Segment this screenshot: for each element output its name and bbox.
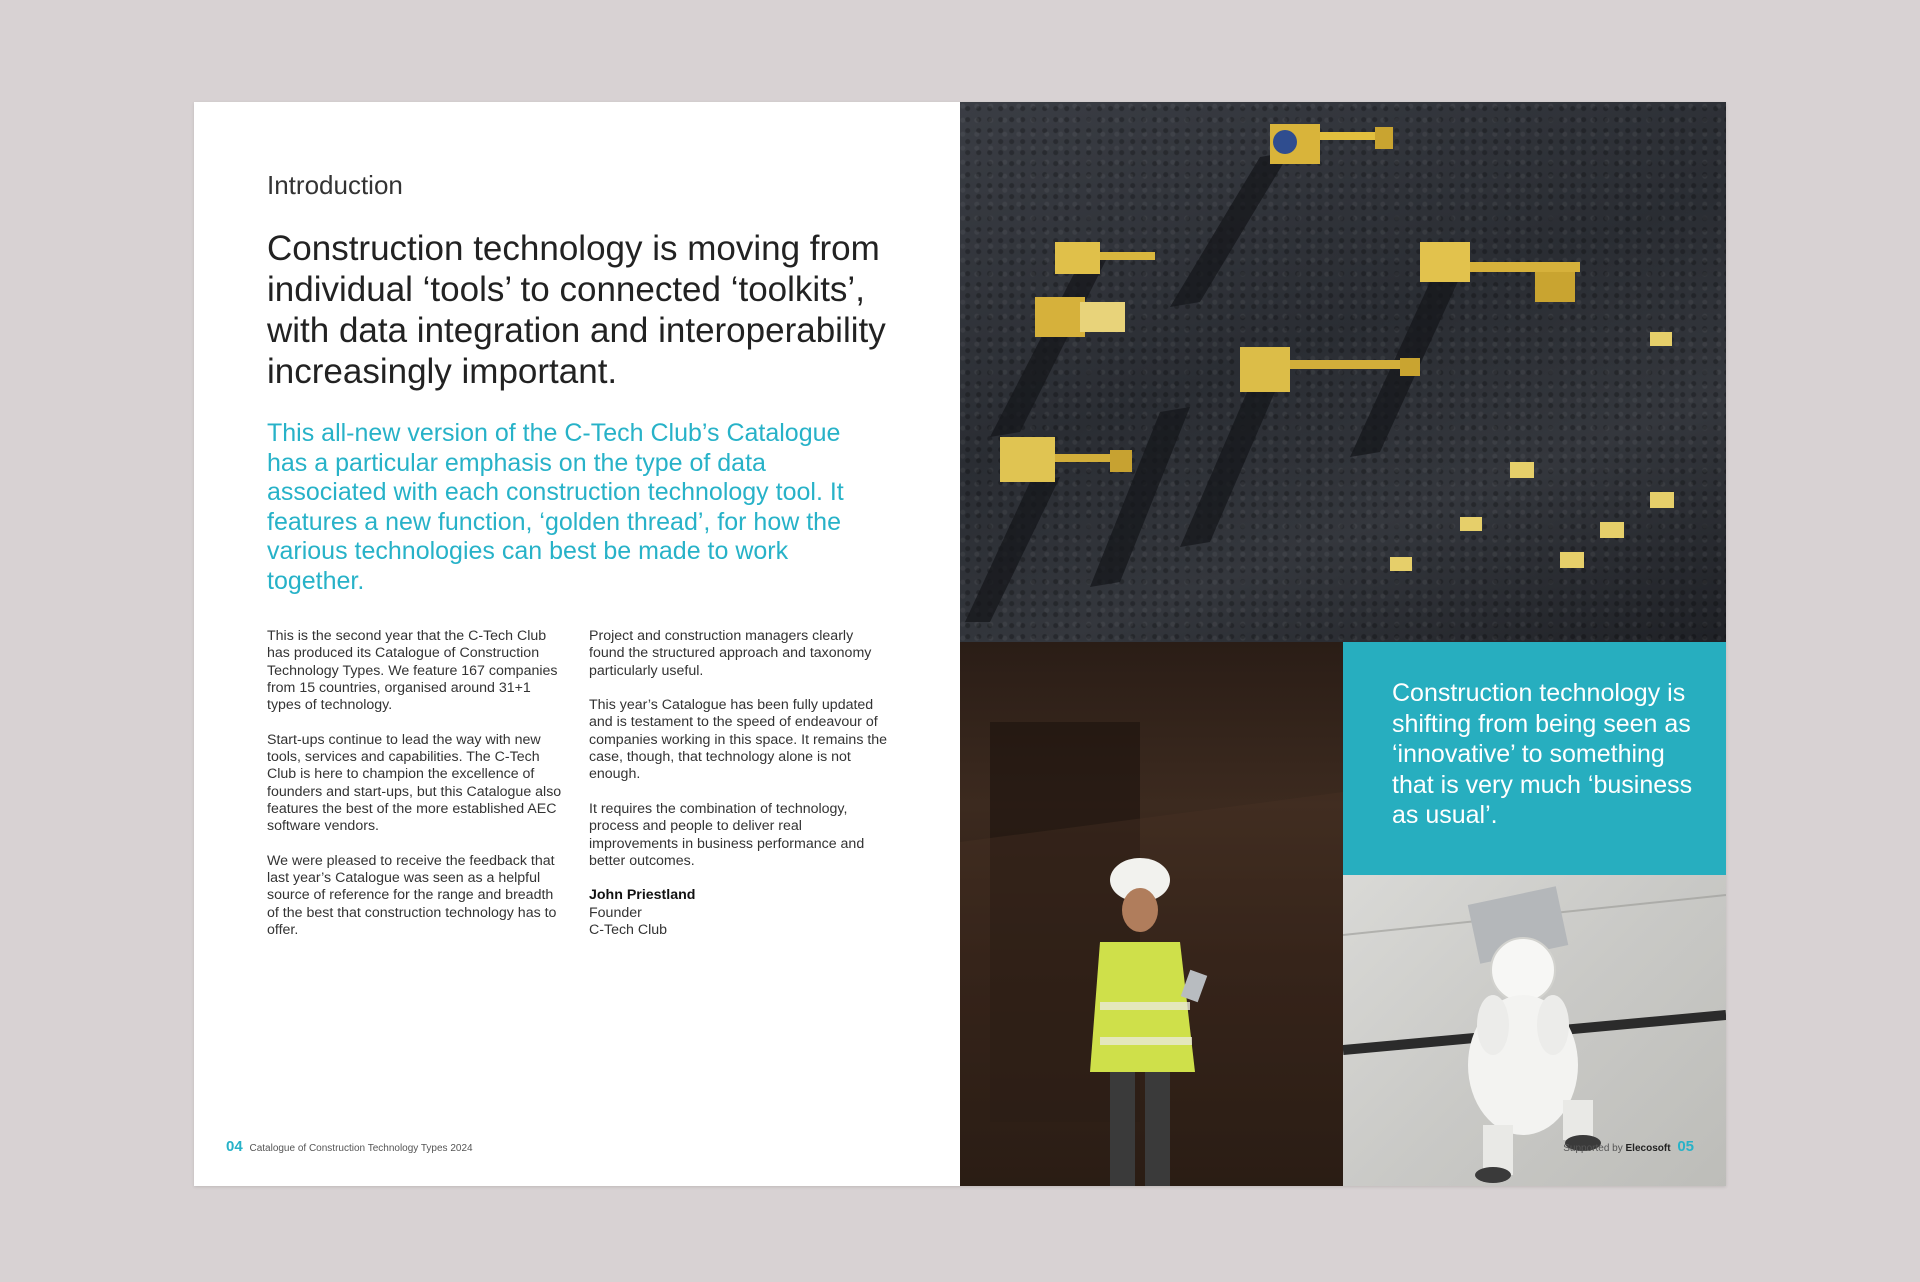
standfirst: This all-new version of the C-Tech Club’s Catalogue has a particular emphasis on the type of data associated with each construction technology tool. It features a new function, ‘golden thread’, for how the various technologies can best be made to work together. — [267, 419, 844, 595]
paragraph: Start-ups continue to lead the way with new tools, services and capabilities. The C-Tech Club is here to champion the excellence of founders and start-ups, but this Catalogue also features the best of the more established AEC software vendors. — [267, 731, 562, 835]
paragraph: We were pleased to receive the feedback that last year’s Catalogue was seen as a helpful source of reference for the range and breadth of the best that construction technology has to offer. — [267, 852, 557, 939]
footer-left — [226, 1138, 473, 1155]
section-label: Introduction — [267, 170, 403, 200]
pull-quote-box — [1343, 642, 1726, 875]
magazine-spread — [194, 102, 1726, 1186]
paragraph: It requires the combination of technology, process and people to deliver real improvements in business performance and better outcomes. — [589, 800, 865, 869]
signature-block — [589, 887, 889, 939]
paragraph: Project and construction managers clearly found the structured approach and taxonomy particularly useful. — [589, 628, 872, 679]
sponsor-brand: Elecosoft — [1625, 1143, 1671, 1154]
paragraph: This is the second year that the C-Tech Club has produced its Catalogue of Construction Technology Types. We feature 167 companies from 15 countries, organised around 31+1 types of technology. — [267, 628, 558, 714]
headline: Construction technology is moving from individual ‘tools’ to connected ‘toolkits’, with data integration and interoperability increasingly important. — [267, 229, 886, 391]
signature-org: C-Tech Club — [589, 922, 668, 939]
body-column-left — [267, 628, 567, 957]
signature-role: Founder — [589, 904, 642, 921]
page-number: 04 — [226, 1138, 243, 1155]
page-number: 05 — [1677, 1138, 1694, 1155]
left-page — [194, 102, 960, 1186]
paragraph: This year’s Catalogue has been fully updated and is testament to the speed of endeavour of companies working in this space. It remains the case, though, that technology alone is not enough. — [589, 697, 888, 783]
worker-with-tablet-photo — [960, 642, 1343, 1186]
signature-name: John Priestland — [589, 887, 696, 904]
pull-quote: Construction technology is shifting from being seen as ‘innovative’ to something that is very much ‘business as usual’. — [1392, 679, 1693, 829]
footer-title: Catalogue of Construction Technology Types 2024 — [249, 1143, 473, 1154]
right-page — [960, 102, 1726, 1186]
aerial-excavators-illustration — [960, 102, 1726, 642]
body-column-right — [589, 628, 889, 939]
footer-right — [1563, 1138, 1694, 1155]
supported-by-label: Supported by — [1563, 1143, 1623, 1154]
worker-illustration — [960, 642, 1343, 1186]
aerial-excavators-photo — [960, 102, 1726, 642]
